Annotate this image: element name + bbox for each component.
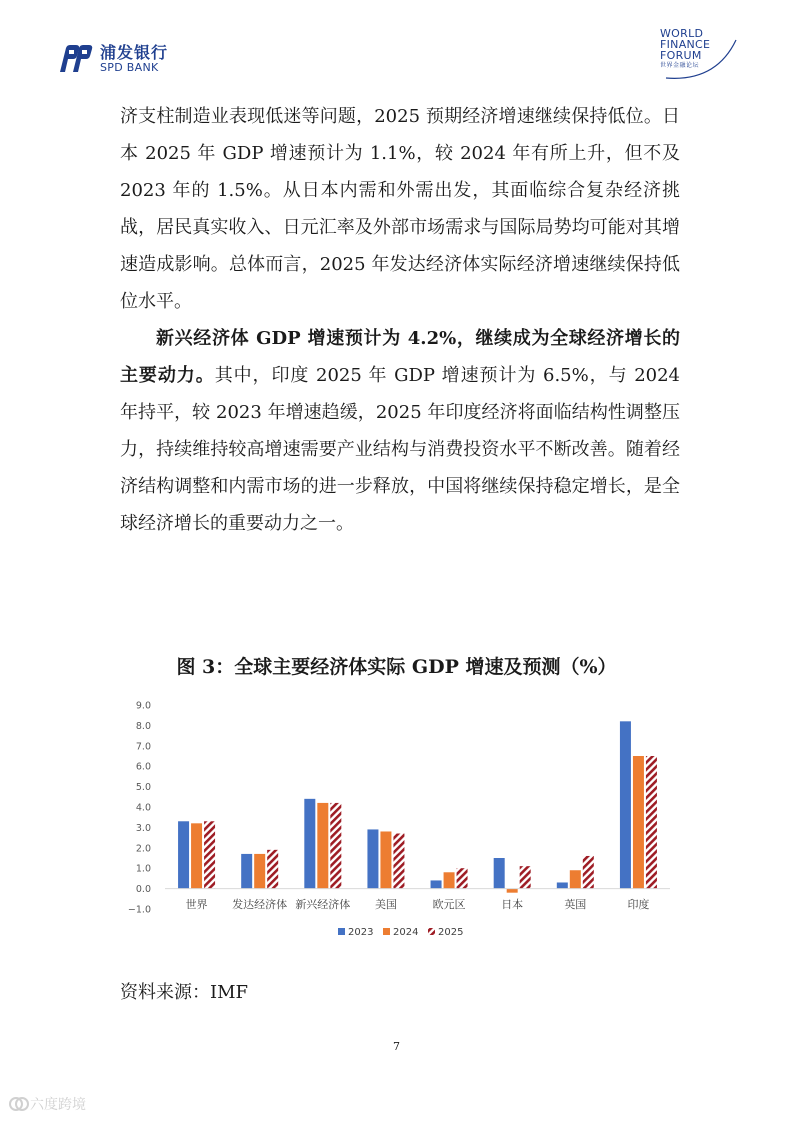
y-tick-label: 9.0 — [135, 700, 151, 712]
gdp-growth-chart — [120, 693, 680, 953]
wef-line-3: FORUM — [660, 49, 702, 62]
spd-bank-logo — [56, 42, 168, 76]
y-tick-label: 8.0 — [135, 720, 151, 732]
legend-label: 2024 — [393, 927, 419, 938]
y-tick-label: 2.0 — [135, 843, 151, 855]
legend-swatch — [428, 928, 435, 935]
watermark — [8, 1094, 86, 1114]
y-tick-label: 4.0 — [135, 802, 151, 814]
y-tick-label: 3.0 — [135, 822, 151, 834]
x-tick-label: 世界 — [185, 898, 208, 911]
paragraph-2-body: 其中，印度 2025 年 GDP 增速预计为 6.5%，与 2024 年持平，较 2023 年增速趋缓，2025 年印度经济将面临结构性调整压力，持续维持较高增速需要产业结构与消费投资水平不断改善。随着经济结构调整和内需市场的进一步释放，中国将继续保持稳定增长，是全球经济增长的重要动力之一。 — [120, 365, 680, 534]
wef-line-1: WORLD — [660, 27, 704, 40]
bar-2025 — [330, 803, 341, 889]
bar-2025 — [267, 850, 278, 889]
bank-name-cn: 浦发银行 — [100, 42, 169, 62]
wef-subtitle: 世界金融论坛 — [660, 62, 700, 69]
bar-2023 — [304, 799, 315, 889]
y-tick-label: 0.0 — [135, 884, 151, 896]
bar-2025 — [646, 756, 657, 889]
legend-swatch — [338, 928, 345, 935]
y-tick-label: 7.0 — [135, 741, 151, 753]
paragraph-1: 济支柱制造业表现低迷等问题，2025 预期经济增速继续保持低位。日本 2025 年 GDP 增速预计为 1.1%，较 2024 年有所上升，但不及 2023 年的 1.5%。从日本内需和外需出发，其面临综合复杂经济挑战，居民真实收入、日元汇率及外部市场需求与国际局势均可能对其增速造成影响。总体而言，2025 年发达经济体实际经济增速继续保持低位水平。 — [120, 106, 680, 312]
x-tick-label: 日本 — [501, 898, 524, 911]
bar-2023 — [431, 880, 442, 888]
bar-2024 — [191, 823, 202, 888]
watermark-logo-icon — [8, 1096, 30, 1112]
spd-logo-icon — [56, 42, 94, 76]
bar-2025 — [393, 834, 404, 889]
x-tick-label: 新兴经济体 — [295, 898, 351, 911]
wef-arc-icon — [656, 20, 740, 84]
page-header — [0, 0, 793, 90]
wef-line-2: FINANCE — [660, 38, 711, 51]
x-tick-label: 发达经济体 — [232, 898, 288, 911]
y-tick-label: 6.0 — [135, 761, 151, 773]
bar-2024 — [633, 756, 644, 889]
chart-legend — [338, 927, 463, 938]
paragraph-2 — [120, 320, 680, 542]
bar-2023 — [178, 821, 189, 888]
body-text — [120, 98, 680, 542]
bank-name-en: SPD BANK — [100, 60, 159, 74]
bar-2024 — [570, 870, 581, 888]
bar-2025 — [457, 868, 468, 888]
y-tick-label: −1.0 — [127, 904, 151, 916]
x-tick-label: 美国 — [374, 898, 397, 911]
figure-title: 图 3：全球主要经济体实际 GDP 增速及预测（%） — [176, 656, 617, 678]
bar-2023 — [241, 854, 252, 889]
x-tick-label: 印度 — [627, 898, 650, 911]
bar-2023 — [620, 721, 631, 888]
bar-2025 — [583, 856, 594, 889]
bar-2024 — [317, 803, 328, 889]
bar-2024 — [254, 854, 265, 889]
legend-label: 2025 — [438, 927, 464, 938]
legend-swatch — [383, 928, 390, 935]
bar-2023 — [367, 829, 378, 888]
x-tick-label: 英国 — [564, 898, 587, 911]
paragraph-2-lead: 新兴经济体 GDP 增速预计为 4.2%，继续成为全球经济增长的主要动力。 — [120, 328, 680, 386]
bar-2023 — [494, 858, 505, 889]
page-number: 7 — [393, 1040, 400, 1053]
bar-2025 — [204, 821, 215, 888]
y-axis — [128, 701, 151, 916]
y-tick-label: 1.0 — [135, 863, 151, 875]
bar-2024 — [507, 889, 518, 893]
bar-2024 — [380, 831, 391, 888]
bar-2023 — [557, 882, 568, 888]
x-tick-label: 欧元区 — [432, 898, 466, 911]
source-note: 资料来源：IMF — [120, 982, 249, 1003]
bars-group — [178, 721, 657, 892]
bar-2025 — [520, 866, 531, 888]
y-tick-label: 5.0 — [135, 782, 151, 794]
watermark-text: 六度跨境 — [30, 1097, 86, 1113]
bar-2024 — [444, 872, 455, 888]
legend-label: 2023 — [348, 927, 374, 938]
chart-svg — [120, 693, 680, 953]
x-axis-labels — [186, 897, 650, 911]
